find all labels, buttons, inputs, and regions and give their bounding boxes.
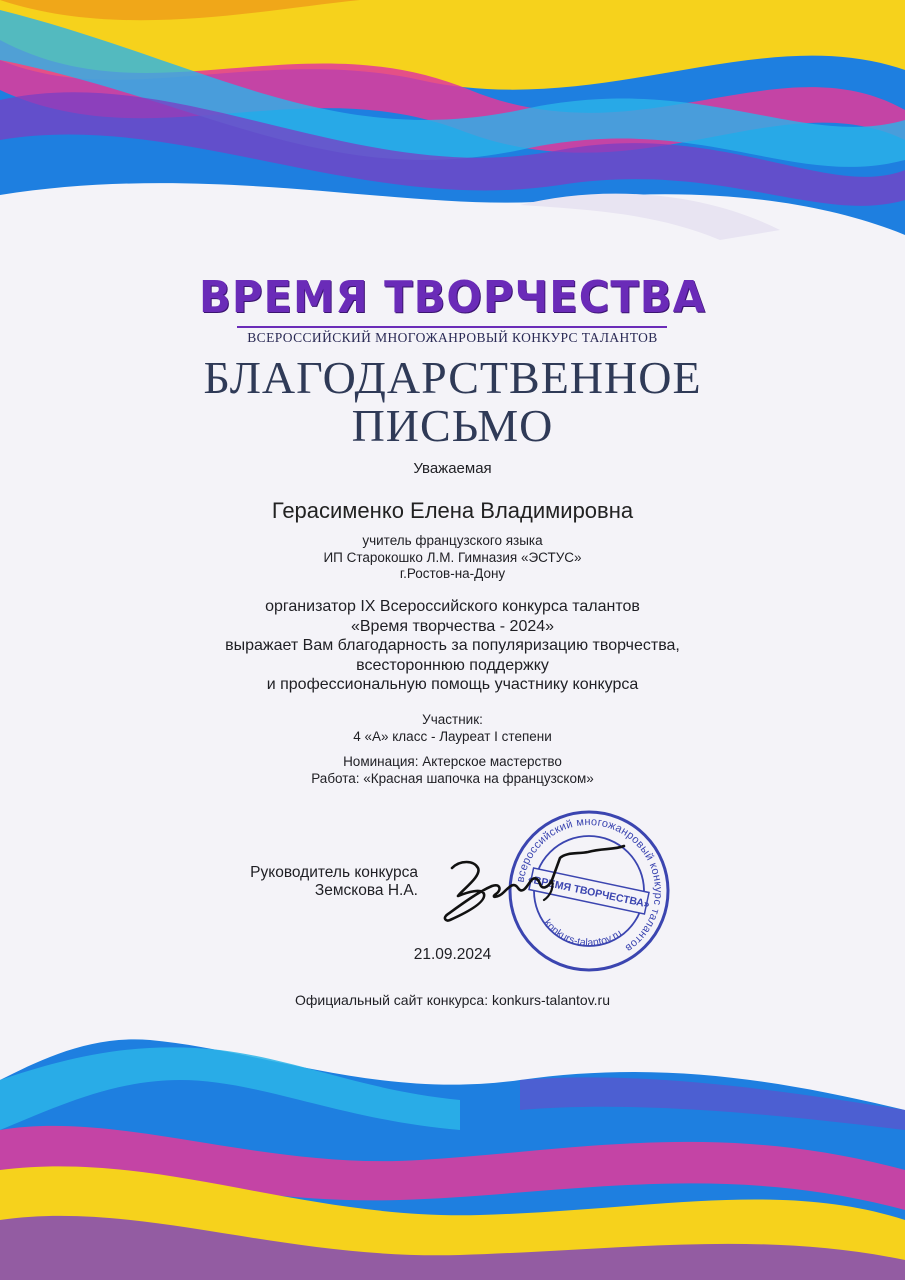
director-signature <box>438 838 628 933</box>
contest-logo-subtitle: ВСЕРОССИЙСКИЙ МНОГОЖАНРОВЫЙ КОНКУРС ТАЛАНТОВ <box>247 330 658 345</box>
affiliation-line: ИП Старокошко Л.М. Гимназия «ЭСТУС» <box>323 549 582 565</box>
director-name: Земскова Н.А. <box>314 882 418 899</box>
message-line: выражает Вам благодарность за популяризацию творчества, <box>225 637 680 654</box>
gratitude-message <box>0 597 905 695</box>
document-title-line-1: БЛАГОДАРСТВЕННОЕ <box>203 352 702 403</box>
bottom-wave-decoration <box>0 1020 905 1280</box>
participant-label: Участник: <box>422 712 483 727</box>
contest-director <box>250 864 418 900</box>
document-title <box>0 354 905 450</box>
affiliation-line: учитель французского языка <box>362 533 543 548</box>
top-wave-decoration <box>0 0 905 240</box>
recipient-name: Герасименко Елена Владимировна <box>271 498 634 523</box>
stamp-bottom-text: konkurs-talantov.ru <box>541 917 625 949</box>
participant-info <box>0 711 905 745</box>
issue-date: 21.09.2024 <box>413 946 492 963</box>
nomination-info <box>0 753 905 787</box>
affiliation-line: г.Ростов-на-Дону <box>399 566 506 581</box>
official-site: Официальный сайт конкурса: konkurs-talantov.ru <box>294 992 611 1008</box>
logo-underline <box>237 326 667 328</box>
recipient-affiliation <box>0 533 905 583</box>
stamp-center-text: «ВРЕМЯ ТВОРЧЕСТВА» <box>526 873 651 911</box>
stamp-outer-text: всероссийский многожанровый конкурс талантов <box>514 815 665 955</box>
contest-logo-title: ВРЕМЯ ТВОРЧЕСТВА <box>199 272 706 323</box>
salutation: Уважаемая <box>413 460 492 477</box>
message-line: и профессиональную помощь участнику конкурса <box>266 676 639 693</box>
nomination-line: Номинация: Актерское мастерство <box>343 754 562 769</box>
message-line: «Время творчества - 2024» <box>350 617 555 635</box>
director-title: Руководитель конкурса <box>250 864 418 881</box>
document-title-line-2: ПИСЬМО <box>351 400 554 451</box>
participant-result: 4 «А» класс - Лауреат I степени <box>353 729 552 744</box>
message-line: всестороннюю поддержку <box>356 656 549 674</box>
work-title-line: Работа: «Красная шапочка на французском» <box>311 771 594 786</box>
message-line: организатор IX Всероссийского конкурса талантов <box>265 598 640 615</box>
